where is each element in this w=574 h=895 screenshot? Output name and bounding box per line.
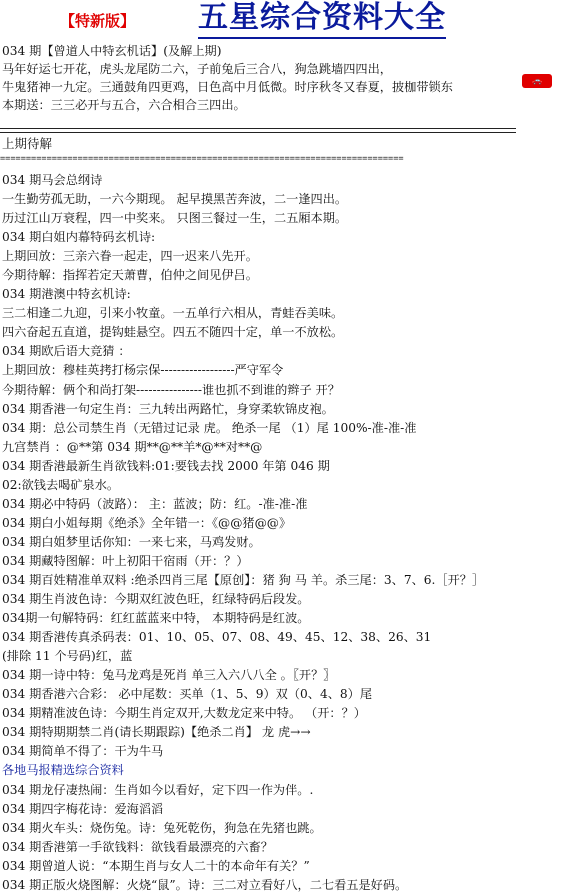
content-line: 今期待解：俩个和尚打架----------------谁也抓不到谁的辫子 开？ (2, 382, 340, 397)
content-line: 034 期龙仔凄热闹：生肖如今以看好，定下四一作为伴。. (2, 782, 314, 797)
content-line: 034 期香港第一手欲钱料：欲钱看最漂亮的六畜？ (2, 839, 273, 854)
content-line: 034 期一诗中特：兔马龙鸡是死肖 单三入六八八全 。〖开？〗 (2, 668, 336, 683)
content-line: 034 期香港六合彩： 必中尾数：买单（1、5、9）双（0、4、8）尾 (2, 687, 373, 702)
divider-top (0, 128, 516, 129)
content-line: 上期回放：三亲六眷一起走，四一迟来八先开。 (2, 249, 258, 264)
content-line: 034 期火车头：烧伤兔。诗：兔死乾伤，狗急在先猪也跳。 (2, 820, 322, 835)
content-line: 上期回放：穆桂英拷打杨宗保------------------严守军令 (2, 363, 284, 378)
subsection-heading: 各地马报精选综合资料 (2, 763, 124, 778)
equals-divider: ============================================================================== (0, 154, 404, 164)
content-line: 034 期香港一句定生肖：三九转出两路忙，身穿柔软锦皮袍。 (2, 401, 334, 416)
content-line: 九宫禁肖 ：@**第 034 期**@**羊*@**对**@ (2, 439, 263, 454)
content-line: 034 期百姓精准单双料 :绝杀四肖三尾【原创】：猪 狗 马 羊。杀三尾：3、7、6.［开？］ (2, 572, 485, 587)
content-line: 034 期四字梅花诗：爱海滔滔 (2, 801, 164, 816)
content-lines (2, 171, 570, 895)
content-line: 今期待解：指挥若定天萧曹，伯仲之间见伊吕。 (2, 268, 258, 283)
content-line: 034 期马会总纲诗 (2, 173, 103, 187)
divider-bottom (0, 132, 516, 133)
red-car-icon: 🚗 (522, 74, 552, 88)
edition-label: 【特新版】 (60, 12, 136, 30)
intro-line: 034 期【曾道人中特玄机话】(及解上期) (2, 44, 222, 58)
content-line: 一生勤劳孤无助，一六今期现。 起早摸黑苦奔波，二一逢四出。 (2, 192, 348, 207)
content-line: 034 期欧后语大竞猜 ： (2, 344, 131, 359)
content-line: 034 期白姐梦里话你知：一来七来，马鸡发财。 (2, 534, 261, 549)
intro-block (2, 42, 570, 114)
content-line: 034 期白姐内幕特码玄机诗: (2, 230, 156, 245)
intro-line: 牛鬼猪神一九定。三通鼓角四更鸡，日色高中月低微。时序秋冬又春夏，披枷带锁东 (2, 80, 453, 94)
section-title: 上期待解 (2, 136, 53, 151)
content-line: 034 期精准波色诗：今期生肖定双开,大数龙定来中特。 （开：？） (2, 706, 366, 721)
content-line: 034期一句解特码：红红蓝蓝来中特， 本期特码是红波。 (2, 611, 310, 626)
intro-line: 本期送：三三必开与五合，六合相合三四出。 (2, 98, 246, 112)
content-line: 034 期：总公司禁生肖（无错过记录 虎。 绝杀一尾 （1）尾 100%-准-准-准 (2, 420, 417, 435)
page-header (0, 0, 574, 40)
intro-line: 马年好运七开花，虎头龙尾防二六，子前兔后三合八，狗急跳墙四四出， (2, 62, 392, 76)
content-line: 02:欲钱去喝矿泉水。 (2, 477, 120, 492)
content-line: 四六奋起五直道，提钩蛙悬空。四五不随四十定，单一不放松。 (2, 325, 344, 340)
content-line: 034 期白小姐每期《绝杀》全年错一：《@@猪@@》 (2, 515, 292, 530)
content-line: 034 期生肖波色诗：今期双红波色旺，红绿特码后段发。 (2, 592, 310, 607)
content-line: 历过江山万衰程，四一中奖来。 只图三餐过一生，二五厢本期。 (2, 211, 348, 226)
content-line: 034 期特期期禁二肖(请长期跟踪)【绝杀二肖】 龙 虎→→ (2, 725, 311, 740)
content-line: (排除 11 个号码)红，蓝 (2, 649, 133, 664)
content-line: 034 期香港最新生肖欲钱料:01:要钱去找 2000 年第 046 期 (2, 458, 330, 473)
content-line: 034 期香港传真杀码表：01、10、05、07、08、49、45、12、38、26、31 (2, 630, 432, 645)
content-line: 034 期港澳中特玄机诗: (2, 287, 131, 302)
content-line: 034 期正版火烧图解：火烧“鼠”。诗：三二对立看好八，二七看五是好码。 (2, 877, 408, 892)
content-line: 034 期简单不得了：干为牛马 (2, 744, 164, 759)
page-title: 五星综合资料大全 (198, 0, 446, 39)
content-line: 034 期藏特图解：叶上初阳干宿雨（开：？） (2, 553, 249, 568)
content-line: 034 期必中特码（波路）： 主：蓝波；防：红。-准-准-准 (2, 496, 308, 511)
content-line: 034 期曾道人说：“本期生肖与女人二十的本命年有关？” (2, 858, 310, 873)
content-line: 三二相逢二九迎，引来小牧童。一五单行六相从，青蛙吞美味。 (2, 306, 344, 321)
